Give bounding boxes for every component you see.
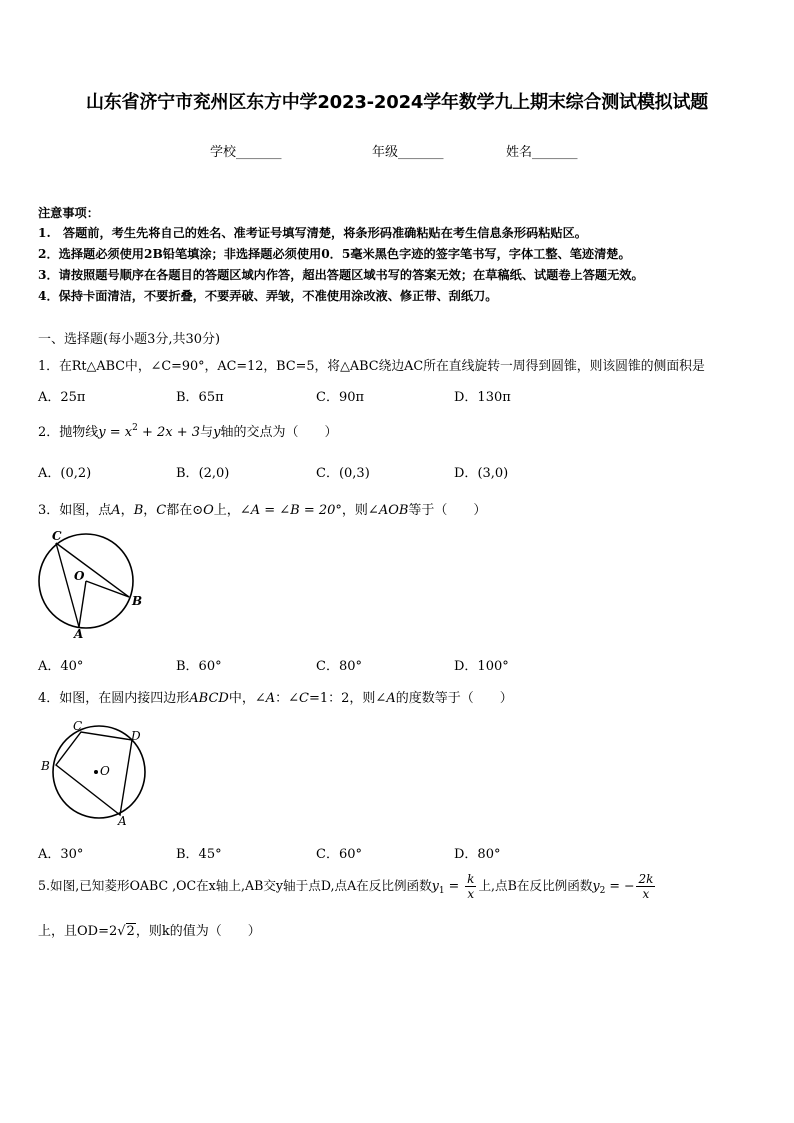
q2-option-d[interactable]: D．(3,0) [454,466,509,481]
q3-option-b[interactable]: B．60° [176,659,222,674]
note-item-3: 3．请按照题号顺序在各题目的答题区域内作答，超出答题区域书写的答案无效；在草稿纸、试题卷上答题无效。 [38,268,644,282]
q2-option-a[interactable]: A．(0,2) [38,466,92,481]
q1-option-b[interactable]: B．65π [176,390,224,405]
q3-segment-cb [56,543,129,597]
q4-option-d[interactable]: D．80° [454,847,501,862]
note-item-1: 1. 答题前，考生先将自己的姓名、准考证号填写清楚，将条形码准确粘贴在考生信息条形码粘贴区。 [38,226,587,240]
q3-label-b: B [132,594,143,608]
school-field[interactable]: 学校_______ [210,145,282,160]
q5-fraction-2: $\frac{2k}{x}$ [638,872,654,901]
q4-quadrilateral [56,732,132,815]
notes-heading: 注意事项： [38,206,99,220]
name-field[interactable]: 姓名_______ [506,145,578,160]
section-heading: 一、选择题(每小题3分,共30分) [38,332,221,347]
q4-label-a: A [118,814,127,828]
q3-option-d[interactable]: D．100° [454,659,509,674]
page-title: 山东省济宁市兖州区东方中学2023-2024学年数学九上期末综合测试模拟试题 [85,92,709,113]
q3-segment-oa [79,581,86,627]
note-item-2: 2．选择题必须使用2B铅笔填涂；非选择题必须使用0．5毫米黑色字迹的签字笔书写，字体工整、笔迹清楚。 [38,247,631,261]
q4-option-c[interactable]: C．60° [316,847,362,862]
question-2-text: 2．抛物线$y = x^2 + 2x + 3$与y轴的交点为（ ） [38,423,338,440]
q4-center-dot [94,770,98,774]
q3-segment-ca [56,543,79,627]
q3-label-a: A [74,627,84,641]
question-4-text: 4．如图，在圆内接四边形ABCD中，∠A：∠C=1：2，则∠A的度数等于（ ） [38,691,513,706]
q3-label-o: O [74,569,85,583]
q1-option-a[interactable]: A．25π [38,390,86,405]
q4-label-c: C [73,719,83,733]
sqrt-sign: √ [117,924,126,939]
q4-option-b[interactable]: B．45° [176,847,222,862]
q3-option-c[interactable]: C．80° [316,659,362,674]
question-1-text: 1．在Rt△ABC中，∠C=90°，AC=12，BC=5，将△ABC绕边AC所在直线旋转一周得到圆锥，则该圆锥的侧面积是 [38,359,705,374]
q5-fraction-1: $\frac{k}{x}$ [467,872,475,901]
grade-field[interactable]: 年级_______ [372,145,444,160]
question-3-text: 3．如图，点A，B，C都在⊙O上，∠A = ∠B = 20°，则∠AOB等于（ ） [38,503,487,518]
q3-circle-figure [30,526,150,642]
q4-label-b: B [41,759,50,773]
q2-option-b[interactable]: B．(2,0) [176,466,230,481]
note-item-4: 4．保持卡面清洁，不要折叠，不要弄破、弄皱，不准使用涂改液、修正带、刮纸刀。 [38,289,498,303]
q4-circle-figure [34,716,154,830]
q2-option-c[interactable]: C．(0,3) [316,466,370,481]
q4-option-a[interactable]: A．30° [38,847,84,862]
q3-segment-ob [86,581,129,597]
question-5-line-1: 5.如图,已知菱形OABC ,OC在x轴上,AB交y轴于点D,点A在反比例函数$y_1$ = $\frac{k}{x}$ 上,点B在反比例函数$y_2$ = − $\frac{2k}{x}$ [38,872,654,901]
q4-label-o: O [100,764,110,778]
q1-option-d[interactable]: D．130π [454,390,511,405]
q3-label-c: C [52,529,62,543]
question-5-line-2: 上，且OD=2√2，则k的值为（ ） [38,924,261,939]
q3-option-a[interactable]: A．40° [38,659,84,674]
q4-label-d: D [131,729,141,743]
q1-option-c[interactable]: C．90π [316,390,365,405]
